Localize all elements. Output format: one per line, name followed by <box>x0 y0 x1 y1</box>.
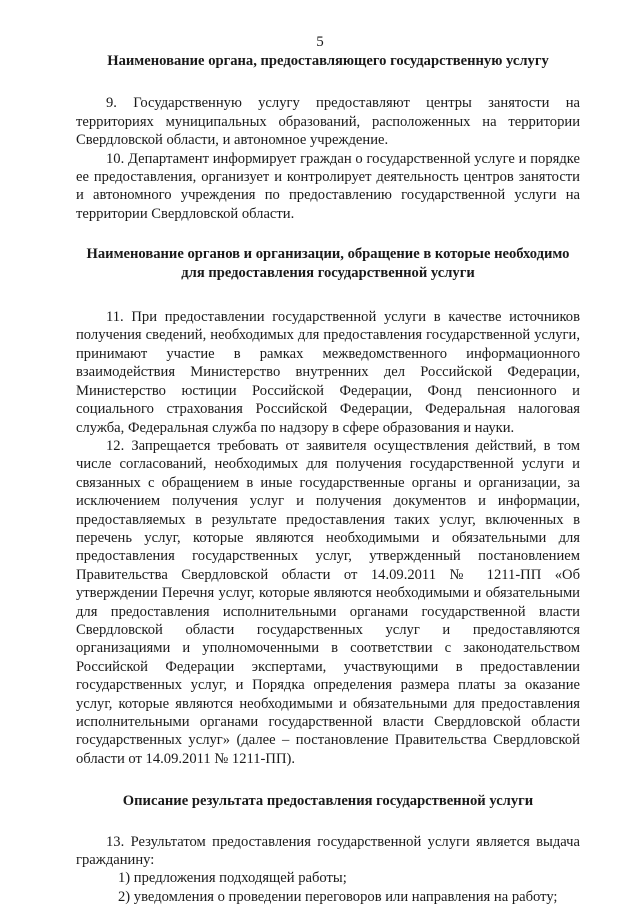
paragraph-10: 10. Департамент информирует граждан о государственной услуге и порядке ее предоставления, организует и контролирует деятельность центров занятости и автономного учреждения по предоставлению государственной услуги на территории Свердловской области. <box>76 150 580 222</box>
section-result <box>76 792 580 906</box>
section-organizations <box>76 245 580 768</box>
paragraph-13: 13. Результатом предоставления государственной услуги является выдача гражданину: <box>76 833 580 869</box>
paragraph-11: 11. При предоставлении государственной услуги в качестве источников получения сведений, необходимых для предоставления государственной услуги, принимают участие в рамках межведомственного информационного взаимодействия Министерство внутренних дел Российской Федерации, Министерство юстиции Российской Федерации, Фонд пенсионного и социального страхования Российской Федерации, Федеральная налоговая служба, Федеральная служба по надзору в сфере образования и науки. <box>76 309 580 436</box>
paragraph-9: 9. Государственную услугу предоставляют центры занятости на территориях муниципальных образований, расположенных на территории Свердловской области, и автономное учреждение. <box>76 95 580 149</box>
section-heading: Наименование органа, предоставляющего государственную услугу <box>107 53 549 69</box>
list-item: 1) предложения подходящей работы; <box>118 870 347 887</box>
paragraph-12: 12. Запрещается требовать от заявителя осуществления действий, в том числе согласований, необходимых для получения государственной услуги и связанных с обращением в иные государственные органы и организации, за исключением получения услуг и получения документов и информации, предоставляемых в результате предоставления таких услуг, включенных в перечень услуг, которые являются необходимыми и обязательными для предоставления государственных услуг, утвержденный постановлением Правительства Свердловской области от 14.09.2011 № 1211-ПП «Об утверждении Перечня услуг, которые являются необходимыми и обязательными для предоставления исполнительными органами государственной власти Свердловской области государственных услуг и предоставляются организациями и уполномоченными в соответствии с законодательством Российской Федерации экспертами, участвующими в предоставлении государственных услуг, и Порядка определения размера платы за оказание услуг, которые являются необходимыми и обязательными для предоставления исполнительными органами государственной власти Свердловской области государственных услуг» (далее – постановление Правительства Свердловской области от 14.09.2011 № 1211-ПП). <box>76 437 580 767</box>
section-heading: Описание результата предоставления государственной услуги <box>122 793 534 810</box>
list-item: 2) уведомления о проведении переговоров или направления на работу; <box>118 888 558 905</box>
section-issuing-authority <box>76 52 580 223</box>
page-number: 5 <box>316 34 324 50</box>
section-heading: Наименование органов и организации, обращение в которые необходимо для предоставления государственной услуги <box>86 246 570 281</box>
document-body <box>76 52 580 906</box>
